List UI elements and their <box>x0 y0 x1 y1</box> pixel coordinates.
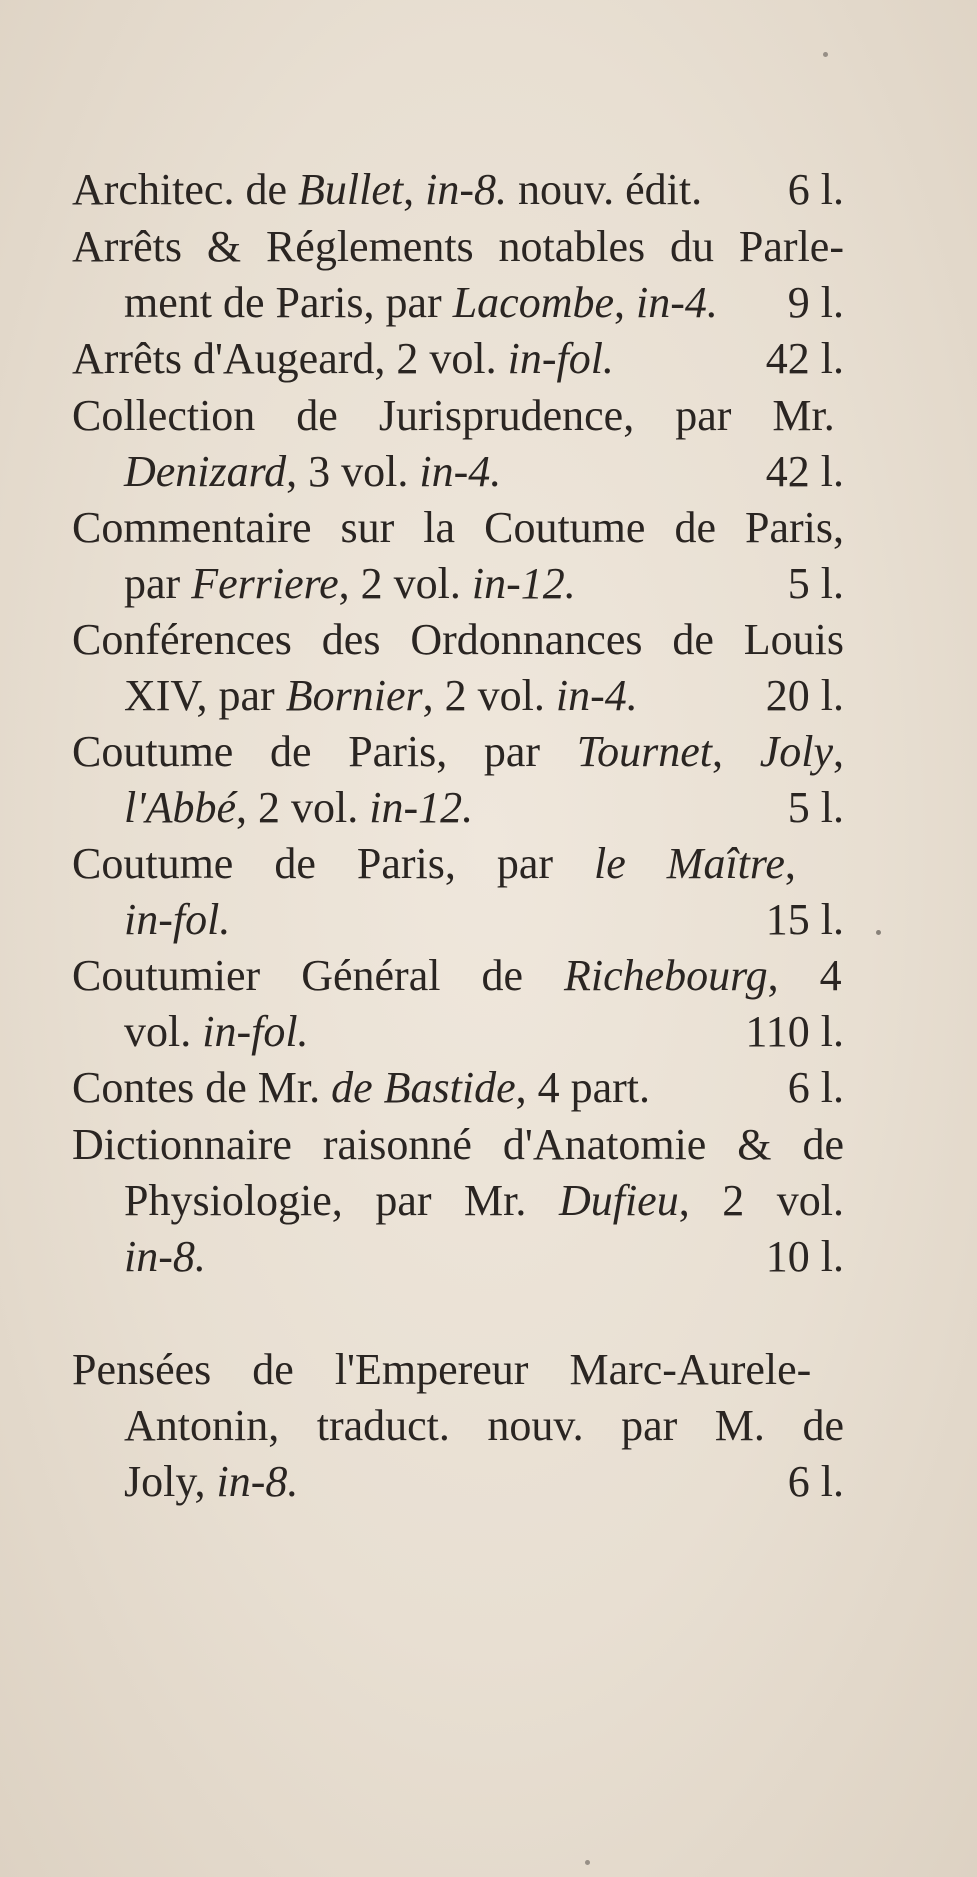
text-segment: vol. <box>124 1007 203 1056</box>
entry-text <box>124 559 576 608</box>
text-segment: , 2 vol. <box>236 783 370 832</box>
italic-text: de Bastide <box>331 1063 516 1112</box>
italic-text: in-fol. <box>507 334 614 383</box>
italic-text: Ferriere <box>191 559 339 608</box>
price: 42 l. <box>765 334 844 383</box>
catalog-entry <box>72 500 844 612</box>
italic-text: Richebourg <box>563 951 768 1000</box>
text-segment: nouv. édit. <box>506 165 703 214</box>
italic-text: Tournet <box>576 727 713 776</box>
catalog-entry <box>72 1060 844 1116</box>
text-segment: XIV, par <box>124 671 286 720</box>
price: 6 l. <box>787 1063 844 1112</box>
italic-text: in-4. <box>419 447 502 496</box>
price: 10 l. <box>765 1232 844 1281</box>
text-segment: , <box>403 165 426 214</box>
text-segment: , 2 vol. <box>678 1176 844 1225</box>
text-segment: Coutumier Général de <box>72 951 564 1000</box>
entry-line <box>72 948 844 1004</box>
text-segment: Arrêts d'Augeard, 2 vol. <box>72 334 508 383</box>
entry-text <box>72 1120 844 1169</box>
entry-line <box>72 892 844 948</box>
text-segment: par <box>124 559 192 608</box>
entry-text <box>124 278 718 327</box>
price: 6 l. <box>787 1457 844 1506</box>
italic-text: in-4. <box>636 278 718 327</box>
italic-text: in-12. <box>369 783 474 832</box>
price: 5 l. <box>787 783 844 832</box>
text-segment: Coutume de Paris, par <box>72 727 577 776</box>
entry-line <box>72 219 844 275</box>
entry-text <box>124 1232 206 1281</box>
catalog-entry <box>72 724 844 836</box>
price: 6 l. <box>787 165 844 214</box>
text-segment: Conférences des Ordonnances de Louis <box>72 615 844 664</box>
italic-text: in-4. <box>555 671 638 720</box>
entry-line <box>72 444 844 500</box>
entry-line <box>72 1117 844 1173</box>
italic-text: l'Abbé <box>124 783 237 832</box>
entry-text <box>72 391 835 440</box>
entry-text <box>72 334 614 383</box>
entry-line <box>72 331 844 387</box>
paper-speck <box>585 1860 590 1865</box>
price: 110 l. <box>745 1007 844 1056</box>
catalog-entry <box>72 836 844 948</box>
entry-text <box>124 1457 298 1506</box>
entry-text <box>124 671 638 720</box>
text-segment: , <box>614 278 637 327</box>
text-segment: , 2 vol. <box>338 559 472 608</box>
catalog-entry <box>72 388 844 500</box>
entry-line <box>72 556 844 612</box>
text-segment: , 4 <box>767 951 842 1000</box>
italic-text: le Maître <box>594 839 785 888</box>
entry-text <box>72 503 844 552</box>
italic-text: in-8. <box>124 1232 206 1281</box>
text-segment: Commentaire sur la Coutume de Paris, <box>72 503 844 552</box>
catalog-entry <box>72 1342 844 1510</box>
entry-line <box>72 1229 844 1285</box>
price: 15 l. <box>765 895 844 944</box>
catalog-entry <box>72 948 844 1060</box>
entry-line <box>72 1398 844 1454</box>
catalog-entry <box>72 1117 844 1285</box>
entry-text <box>124 1401 844 1450</box>
entry-line <box>72 780 844 836</box>
entry-text <box>72 727 844 776</box>
italic-text: Bullet <box>298 165 404 214</box>
entry-line <box>72 836 844 892</box>
price: 5 l. <box>787 559 844 608</box>
entry-text <box>124 447 501 496</box>
entry-text <box>124 783 473 832</box>
entry-line <box>72 275 844 331</box>
entry-text <box>72 839 796 888</box>
text-segment: Pensées de l'Empereur Marc-Aurele- <box>72 1345 812 1394</box>
entry-text <box>124 1007 309 1056</box>
entry-line <box>72 1004 844 1060</box>
italic-text: Dufieu <box>558 1176 679 1225</box>
text-segment: Contes de Mr. <box>72 1063 332 1112</box>
entry-text <box>72 222 844 271</box>
paper-speck <box>876 930 881 935</box>
text-segment: Coutume de Paris, par <box>72 839 595 888</box>
catalog-entry <box>72 331 844 387</box>
italic-text: in-12. <box>471 559 576 608</box>
entry-text <box>72 1063 650 1112</box>
entry-line <box>72 500 844 556</box>
paper-speck <box>823 52 828 57</box>
entry-line <box>72 162 844 218</box>
text-segment: Collection de Jurisprudence, par Mr. <box>72 391 835 440</box>
entry-text <box>72 951 842 1000</box>
entry-text <box>124 1176 844 1225</box>
italic-text: in-fol. <box>202 1007 309 1056</box>
text-segment: Architec. de <box>72 165 298 214</box>
text-segment: Dictionnaire raisonné d'Anatomie & de <box>72 1120 844 1169</box>
price: 9 l. <box>787 278 844 327</box>
text-segment: Antonin, traduct. nouv. par M. de <box>124 1401 844 1450</box>
italic-text: Joly <box>759 727 833 776</box>
text-segment: , <box>833 727 844 776</box>
entry-line <box>72 612 844 668</box>
catalog-entry <box>72 162 844 218</box>
text-segment: , 3 vol. <box>286 447 420 496</box>
text-segment: Physiologie, par Mr. <box>124 1176 559 1225</box>
italic-text: in-fol. <box>124 895 231 944</box>
catalog-entry <box>72 612 844 724</box>
italic-text: in-8. <box>425 165 507 214</box>
entry-line <box>72 1173 844 1229</box>
catalog-entry <box>72 219 844 331</box>
entry-line <box>72 1060 844 1116</box>
entry-text <box>72 165 702 214</box>
italic-text: in-8. <box>216 1457 299 1506</box>
text-segment: Joly, <box>124 1457 217 1506</box>
entry-line <box>72 1454 844 1510</box>
entry-line <box>72 1342 844 1398</box>
text-segment: , <box>784 839 796 888</box>
entry-line <box>72 668 844 724</box>
italic-text: Bornier <box>285 671 423 720</box>
entry-text <box>72 615 844 664</box>
italic-text: Denizard <box>124 447 287 496</box>
text-segment: , <box>712 727 760 776</box>
price: 20 l. <box>765 671 844 720</box>
entry-text <box>124 895 230 944</box>
text-segment: ment de Paris, par <box>124 278 453 327</box>
entry-text <box>72 1345 811 1394</box>
italic-text: Lacombe <box>452 278 615 327</box>
text-segment: , 4 part. <box>515 1063 651 1112</box>
text-segment: Arrêts & Réglements notables du Parle- <box>72 222 844 271</box>
price: 42 l. <box>765 447 844 496</box>
text-segment: , 2 vol. <box>422 671 556 720</box>
entry-line <box>72 724 844 780</box>
entry-line <box>72 388 844 444</box>
